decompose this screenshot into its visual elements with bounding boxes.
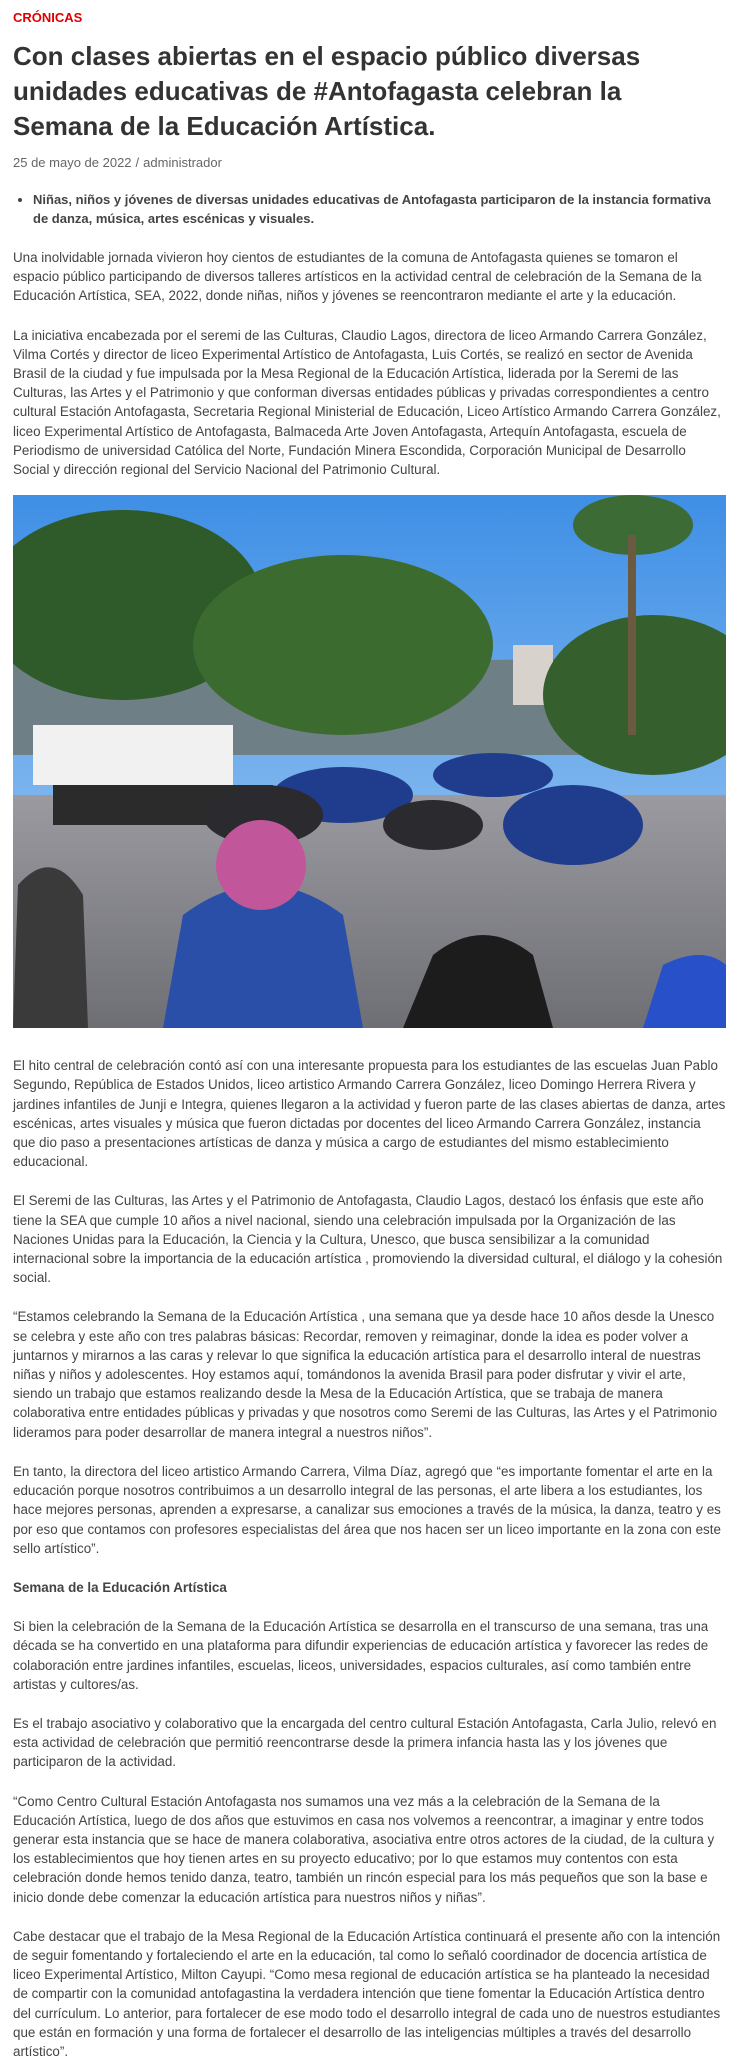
paragraph: Cabe destacar que el trabajo de la Mesa Regional de la Educación Artística continuará el presente año con la intención de seguir fomentando y fortaleciendo el arte en la educación, tal como lo señaló coordinador de docencia artística de liceo Experimental Artístico, Milton Cayupi. “Como mesa regional de educación artística se ha planteado la necesidad de compartir con la comunidad antofagastina la verdadera intención que tiene fomentar la Educación Artística dentro del currículum. Lo anterior, para fortalecer de ese modo todo el desarrollo integral de cada uno de nuestros estudiantes que están en formación y una forma de fortalecer el desarrollo de las inteligencias múltiples a través del desarrollo artístico”. [13,1928,721,2059]
paragraph: El hito central de celebración contó así con una interesante propuesta para los estudiantes de las escuelas Juan Pablo Segundo, República de Estados Unidos, liceo artistico Armando Carrera González, liceo Domingo Herrera Rivera y jardines infantiles de Junji e Integra, quienes llegaron a la actividad y fueron parte de las clases abiertas de danza, artes escénicas, artes visuales y música que fueron dictadas por docentes del liceo Armando Carrera González, instancia que dio paso a presentaciones artísticas de danza y música a cargo de estudiantes del mismo establecimiento educacional. [13,1058,726,1170]
paragraph: Una inolvidable jornada vivieron hoy cientos de estudiantes de la comuna de Antofagasta quienes se tomaron el espacio público participando de diversos talleres artísticos en la actividad central de celebración de la Semana de la Educación Artística, SEA, 2022, donde niñas, niños y jóvenes se reencontraron mediante el arte y la educación. [13,250,702,304]
stage-fence [33,725,233,785]
article-meta [13,155,726,170]
highlight-item: • Niñas, niños y jóvenes de diversas unidades educativas de Antofagasta participaron de la instancia formativa de danza, música, artes escénicas y visuales. [33,190,726,228]
palm-trunk [628,535,636,735]
author-link[interactable]: administrador [143,155,222,170]
article-title: Con clases abiertas en el espacio público diversas unidades educativas de #Antofagasta celebran la Semana de la Educación Artística. [13,41,641,141]
paragraph: El Seremi de las Culturas, las Artes y el Patrimonio de Antofagasta, Claudio Lagos, destacó los énfasis que este año tiene la SEA que cumple 10 años a nivel nacional, siendo una celebración impulsada por la Organización de las Naciones Unidas para la Educación, la Ciencia y la Cultura, Unesco, que busca sensibilizar a la comunidad internacional sobre la importancia de la educación artística , promoviendo la diversidad cultural, el diálogo y la cohesión social. [13,1193,723,1286]
section-heading: Semana de la Educación Artística [13,1579,227,1595]
paragraph: La iniciativa encabezada por el seremi de las Culturas, Claudio Lagos, directora de liceo Armando Carrera González, Vilma Cortés y director de liceo Experimental Artístico de Antofagasta, Luis Cortés, se realizó en sector de Avenida Brasil de la ciudad y fue impulsada por la Mesa Regional de la Educación Artística, liderada por la Seremi de las Culturas, las Artes y el Patrimonio y que conforman diversas entidades públicas y privadas correspondientes a centro cultural Estación Antofagasta, Secretaria Regional Ministerial de Educación, Liceo Artístico Armando Carrera González, liceo Experimental Artístico de Antofagasta, Balmaceda Arte Joven Antofagasta, Artequín Antofagasta, escuela de Periodismo de universidad Católica del Norte, Fundación Minera Escondida, Corporación Municipal de Desarrollo Social y dirección regional del Servicio Nacional del Patrimonio Cultural. [13,327,721,478]
highlights-list [13,190,726,228]
tree-foliage [193,555,493,735]
meta-separator: / [135,155,140,170]
paragraph: Si bien la celebración de la Semana de la Educación Artística se desarrolla en el transcurso de una semana, tras una década se ha convertido en una plataforma para difundir experiencias de educación artística y favorecer las redes de colaboración entre jardines infantiles, escuelas, liceos, universidades, espacios culturales, así como también entre artistas y cultores/as. [13,1619,709,1692]
paragraph: En tanto, la directora del liceo artistico Armando Carrera, Vilma Díaz, agregó que “es importante fomentar el arte en la educación porque nosotros contribuimos a un desarrollo integral de las personas, el arte libera a los estudiantes, los hace mejores personas, aprenden a expresarse, a canalizar sus emociones a través de la música, la danza, teatro y es por eso que contamos con profesores especialistas del área que nos hacen ser un liceo importante en la zona con este sello artístico”. [13,1463,721,1556]
post-date: 25 de mayo de 2022 [13,155,132,170]
pink-hair [216,820,306,910]
paragraph: “Estamos celebrando la Semana de la Educación Artística , una semana que ya desde hace 10 años desde la Unesco se celebra y este año con tres palabras básicas: Recordar, removen y reimaginar, donde la idea es poder volver a juntarnos y mirarnos a las caras y relevar lo que significa la educación artística para el desarrollo interal de nuestras niñas y niños y adolescentes. Hoy estamos aquí, tomándonos la avenida Brasil para poder disfrutar y vivir el arte, siendo un trabajo que estamos realizando desde la Mesa de la Educación Artística, que se trabaja de manera colaborativa entre entidades públicas y privadas y que nosotros como Seremi de las Culturas, las Artes y el Patrimonio lideramos para poder desarrollar de manera integral a nuestros niños”. [13,1309,718,1440]
paragraph: Es el trabajo asociativo y colaborativo que la encargada del centro cultural Estación Antofagasta, Carla Julio, relevó en esta actividad de celebración que permitió reencontrarse desde la primera infancia hasta las y los jóvenes que participaron de la actividad. [13,1715,717,1770]
article [0,10,739,2061]
paragraph: “Como Centro Cultural Estación Antofagasta nos sumamos una vez más a la celebración de la Semana de la Educación Artística, luego de dos años que estuvimos en casa nos volvemos a reencontrar, a imaginar y entre todos generar esta instancia que se hace de manera colaborativa, asociativa entre otros actores de la ciudad, de la cultura y los establecimientos que hoy tienen artes en su proyecto educativo; por lo que estamos muy contentos con esta celebración donde hemos tenido danza, teatro, también un rincón especial para los más pequeños que son la base e inicio donde debe comenzar la educación artística para nuestros niños y niñas”. [13,1793,715,1905]
foreground-person [13,867,88,1028]
article-photo [13,495,726,1028]
category-link[interactable]: CRÓNICAS [13,10,83,25]
